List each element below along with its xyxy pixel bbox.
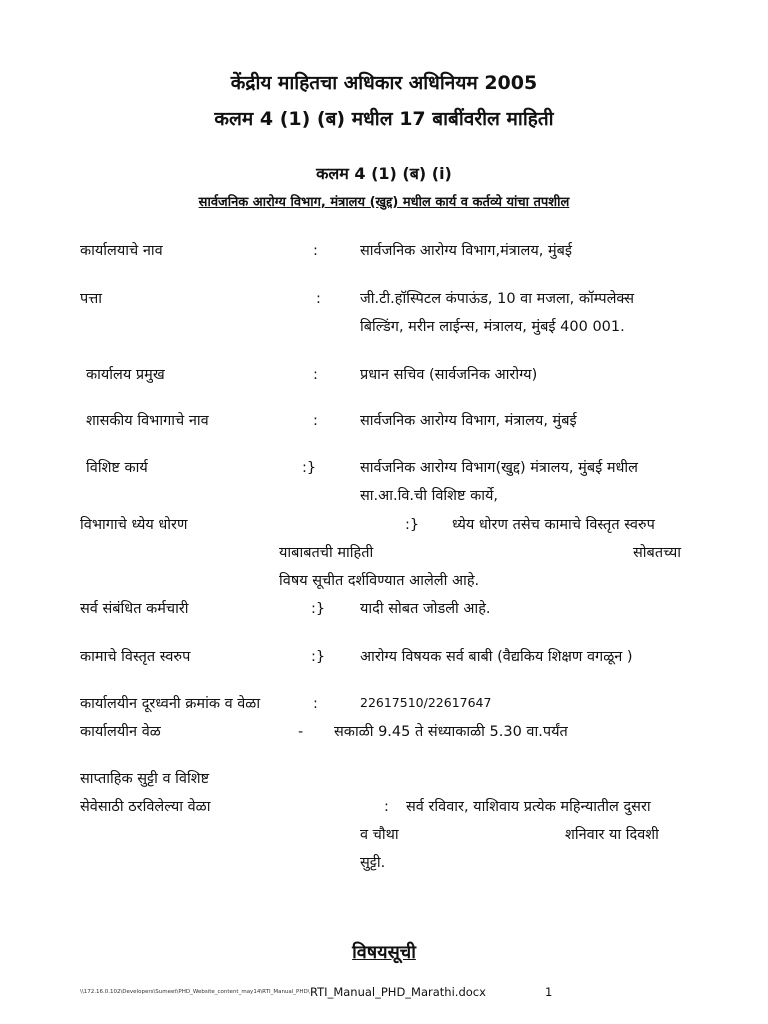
holidays-value-line1: सर्व रविवार, याशिवाय प्रत्येक महिन्यातील दुसरा <box>406 799 651 815</box>
holidays-label-line2: सेवेसाठी ठरविलेल्या वेळा <box>80 799 211 815</box>
work-scope-colon: :} <box>311 649 326 665</box>
specific-work-label: विशिष्ट कार्य <box>86 460 148 476</box>
policy-colon: :} <box>405 517 420 533</box>
work-scope-label: कामाचे विस्तृत स्वरुप <box>80 649 191 665</box>
holidays-label-line1: साप्ताहिक सुट्टी व विशिष्ट <box>80 771 210 787</box>
holidays-value-line2b: शनिवार या दिवशी <box>565 827 659 843</box>
holidays-colon: : <box>384 799 389 815</box>
policy-value-line2b: सोबतच्या <box>633 545 682 561</box>
office-head-colon: : <box>313 367 318 383</box>
address-value-line2: बिल्डिंग, मरीन लाईन्स, मंत्रालय, मुंबई 400 001. <box>360 319 625 335</box>
office-head-label: कार्यालय प्रमुख <box>86 367 165 383</box>
office-time-value: सकाळी 9.45 ते संध्याकाळी 5.30 वा.पर्यंत <box>334 724 568 740</box>
employees-colon: :} <box>311 601 326 617</box>
dept-name-colon: : <box>313 413 318 429</box>
specific-work-value-line1: सार्वजनिक आरोग्य विभाग(खुद्द) मंत्रालय, मुंबई मधील <box>360 460 638 476</box>
specific-work-colon: :} <box>302 460 317 476</box>
work-scope-value: आरोग्य विषयक सर्व बाबी (वैद्यकिय शिक्षण वगळून ) <box>360 649 633 665</box>
section-heading: कलम 4 (1) (ब) (i) <box>316 164 452 183</box>
dept-name-value: सार्वजनिक आरोग्य विभाग, मंत्रालय, मुंबई <box>360 413 577 429</box>
address-colon: : <box>316 291 321 307</box>
section-subheading: सार्वजनिक आरोग्य विभाग, मंत्रालय (खुद्द) मधील कार्य व कर्तव्ये यांचा तपशील <box>198 195 570 210</box>
office-time-label: कार्यालयीन वेळ <box>80 724 161 740</box>
office-name-label: कार्यालयाचे नाव <box>80 243 163 259</box>
holidays-value-line3: सुट्टी. <box>360 855 386 871</box>
policy-value-line1: ध्येय धोरण तसेच कामाचे विस्तृत स्वरुप <box>452 517 655 533</box>
footer-path: \\172.16.0.102\Developers\Sumeet\PHD_Website_content_may14\RTI_Manual_PHD\ <box>80 989 310 995</box>
policy-label: विभागाचे ध्येय धोरण <box>80 517 188 533</box>
footer-page-number: 1 <box>545 985 553 999</box>
office-name-value: सार्वजनिक आरोग्य विभाग,मंत्रालय, मुंबई <box>360 243 573 259</box>
policy-value-line2a: याबाबतची माहिती <box>279 545 374 561</box>
holidays-value-line2a: व चौथा <box>360 827 399 843</box>
phone-colon: : <box>313 696 318 712</box>
phone-label: कार्यालयीन दूरध्वनी क्रमांक व वेळा <box>80 696 261 712</box>
policy-value-line3: विषय सूचीत दर्शविण्यात आलेली आहे. <box>279 573 480 589</box>
phone-value: 22617510/22617647 <box>360 695 492 710</box>
office-name-colon: : <box>313 243 318 259</box>
office-time-dash: - <box>298 724 304 740</box>
document-title: केंद्रीय माहितचा अधिकार अधिनियम 2005 <box>230 72 538 94</box>
address-value-line1: जी.टी.हॉस्पिटल कंपाऊंड, 10 वा मजला, कॉम्पलेक्स <box>360 291 635 307</box>
office-head-value: प्रधान सचिव (सार्वजनिक आरोग्य) <box>360 367 538 383</box>
dept-name-label: शासकीय विभागाचे नाव <box>86 413 209 429</box>
employees-value: यादी सोबत जोडली आहे. <box>360 601 491 617</box>
document-subtitle: कलम 4 (1) (ब) मधील 17 बाबींवरील माहिती <box>214 108 554 130</box>
employees-label: सर्व संबंधित कर्मचारी <box>80 601 189 617</box>
index-title: विषयसूची <box>352 942 416 963</box>
footer-filename: RTI_Manual_PHD_Marathi.docx <box>310 985 486 999</box>
specific-work-value-line2: सा.आ.वि.ची विशिष्ट कार्ये, <box>360 488 499 504</box>
address-label: पत्ता <box>80 291 103 307</box>
